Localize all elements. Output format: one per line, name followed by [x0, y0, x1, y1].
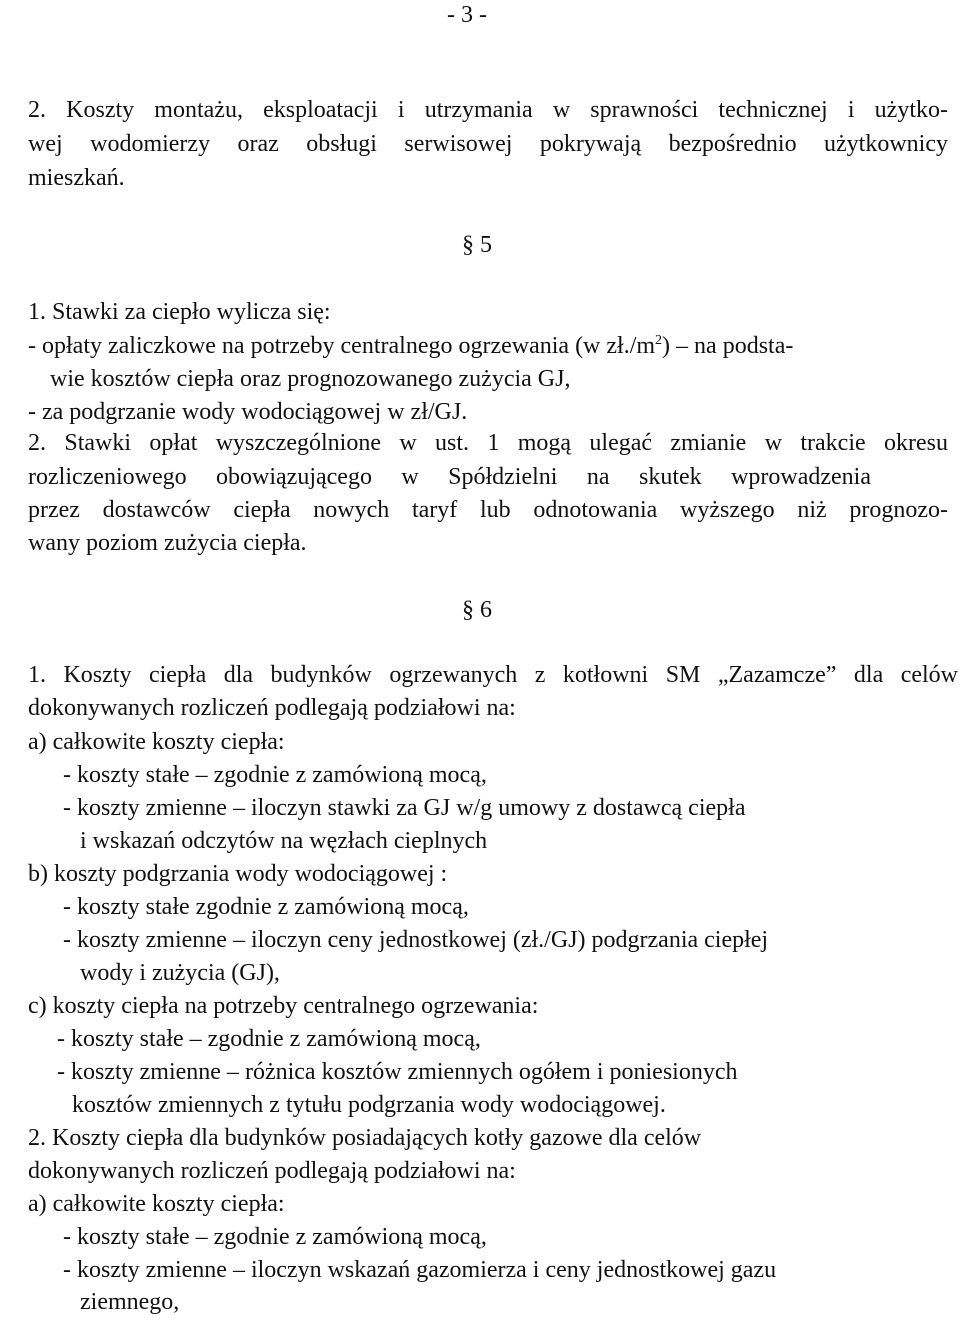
- section-6-line: - koszty zmienne – różnica kosztów zmiennych ogółem i poniesionych: [57, 1059, 738, 1085]
- section-6-line: 2. Koszty ciepła dla budynków posiadających kotły gazowe dla celów: [28, 1125, 702, 1151]
- section-5-item-2-line: rozliczeniowego obowiązującego w Spółdzielni na skutek wprowadzenia: [28, 464, 871, 490]
- section-5-bullet-1-cont: wie kosztów ciepła oraz prognozowanego zużycia GJ,: [50, 366, 571, 392]
- section-heading-5: § 5: [462, 232, 492, 258]
- section-6-line: - koszty zmienne – iloczyn stawki za GJ w/g umowy z dostawcą ciepła: [63, 795, 746, 821]
- paragraph-line: 2. Koszty montażu, eksploatacji i utrzymania w sprawności technicznej i użytko-: [28, 97, 948, 123]
- paragraph-line: wej wodomierzy oraz obsługi serwisowej pokrywają bezpośrednio użytkownicy: [28, 131, 948, 157]
- section-6-line: - koszty stałe – zgodnie z zamówioną mocą,: [63, 762, 487, 788]
- section-6-line: dokonywanych rozliczeń podlegają podziałowi na:: [28, 1158, 516, 1184]
- superscript: 2: [655, 333, 663, 348]
- section-5-bullet-2: - za podgrzanie wody wodociągowej w zł/GJ.: [28, 399, 468, 425]
- section-6-line: dokonywanych rozliczeń podlegają podziałowi na:: [28, 695, 516, 721]
- section-5-item-2-line: wany poziom zużycia ciepła.: [28, 530, 307, 556]
- section-6-line: a) całkowite koszty ciepła:: [28, 729, 285, 755]
- section-6-line: - koszty zmienne – iloczyn wskazań gazomierza i ceny jednostkowej gazu: [63, 1257, 777, 1283]
- section-5-item-2-line: 2. Stawki opłat wyszczególnione w ust. 1 mogą ulegać zmianie w trakcie okresu: [28, 430, 948, 456]
- section-6-line: kosztów zmiennych z tytułu podgrzania wody wodociągowej.: [72, 1092, 666, 1118]
- section-6-line: ziemnego,: [80, 1289, 180, 1315]
- paragraph-line: mieszkań.: [28, 165, 125, 191]
- section-6-line: wody i zużycia (GJ),: [80, 960, 280, 986]
- section-6-line: - koszty stałe zgodnie z zamówioną mocą,: [63, 894, 469, 920]
- page-number: - 3 -: [447, 2, 487, 28]
- section-6-line: c) koszty ciepła na potrzeby centralnego ogrzewania:: [28, 993, 539, 1019]
- section-6-line: 1. Koszty ciepła dla budynków ogrzewanych z kotłowni SM „Zazamcze” dla celów: [28, 662, 958, 688]
- section-5-item-2-line: przez dostawców ciepła nowych taryf lub odnotowania wyższego niż prognozo-: [28, 497, 948, 523]
- section-6-line: - koszty zmienne – iloczyn ceny jednostkowej (zł./GJ) podgrzania ciepłej: [63, 927, 769, 953]
- section-6-line: a) całkowite koszty ciepła:: [28, 1191, 285, 1217]
- section-6-line: - koszty stałe – zgodnie z zamówioną mocą,: [57, 1026, 481, 1052]
- section-6-line: b) koszty podgrzania wody wodociągowej :: [28, 861, 448, 887]
- section-6-line: i wskazań odczytów na węzłach cieplnych: [80, 828, 488, 854]
- section-6-line: - koszty stałe – zgodnie z zamówioną mocą,: [63, 1224, 487, 1250]
- section-5-item-1-title: 1. Stawki za ciepło wylicza się:: [28, 299, 331, 325]
- section-heading-6: § 6: [462, 597, 492, 623]
- section-5-bullet-1: - opłaty zaliczkowe na potrzeby centralnego ogrzewania (w $zł./m^2$) – na podsta-: [28, 333, 794, 359]
